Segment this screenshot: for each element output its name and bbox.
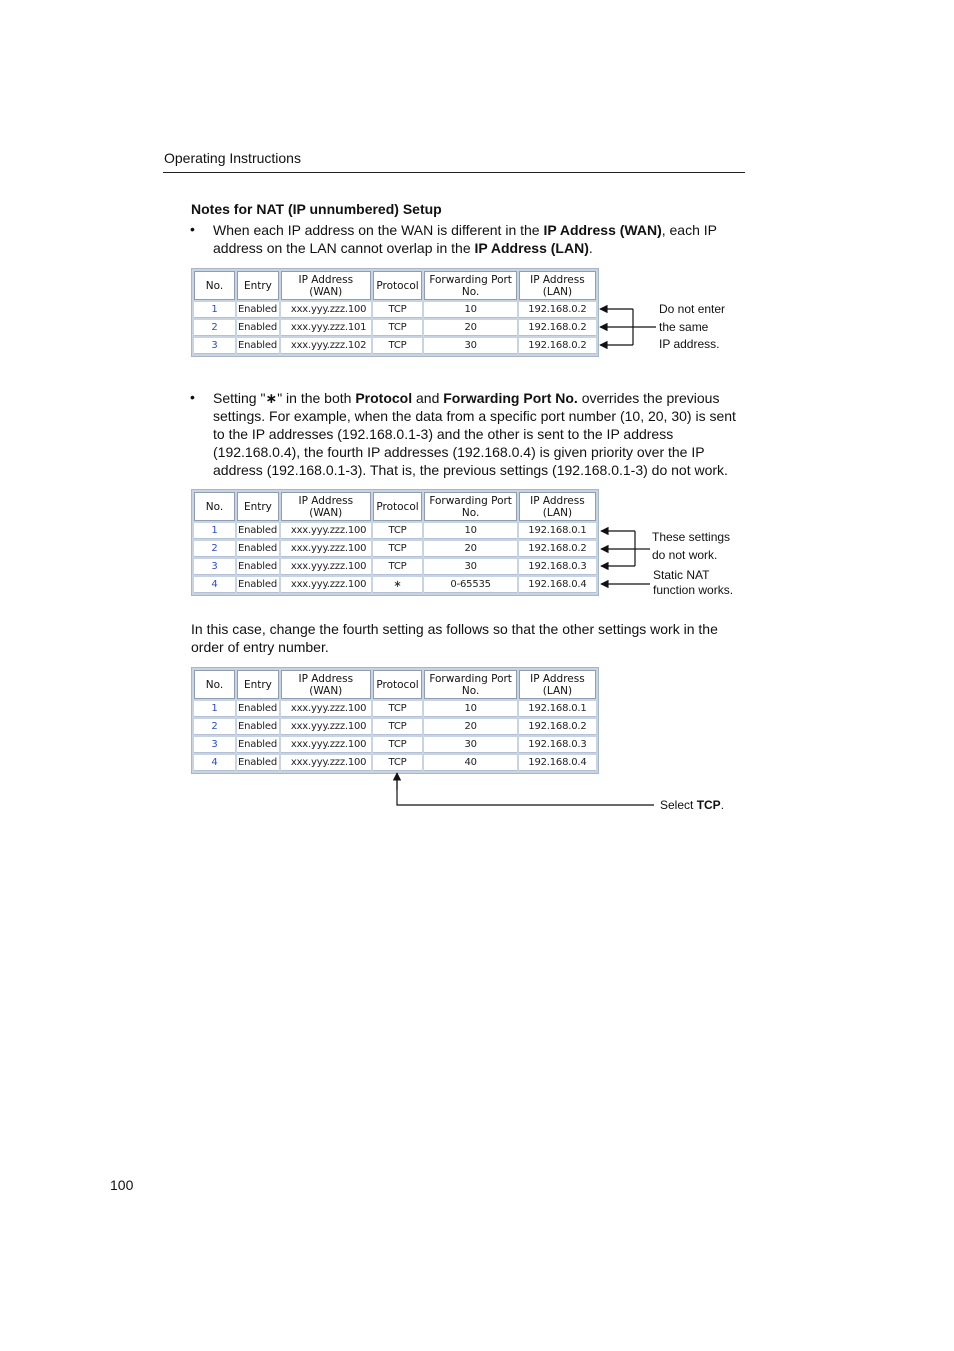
cell-forwarding-port: 30 [424, 559, 516, 575]
header-ip-wan: IP Address (WAN) [281, 271, 371, 300]
cell-no[interactable]: 1 [194, 302, 235, 318]
cell-ip-lan: 192.168.0.2 [519, 338, 596, 354]
header-protocol: Protocol [373, 271, 423, 300]
cell-no[interactable]: 2 [194, 541, 235, 557]
header-protocol: Protocol [373, 670, 423, 699]
change-paragraph: In this case, change the fourth setting as follows so that the other settings work in the order of entry number. [191, 621, 718, 655]
cell-forwarding-port: 20 [424, 541, 516, 557]
cell-ip-lan: 192.168.0.4 [519, 577, 596, 593]
cell-ip-wan: xxx.yyy.zzz.100 [281, 737, 371, 753]
cell-ip-wan: xxx.yyy.zzz.100 [281, 541, 371, 557]
cell-forwarding-port: 10 [424, 302, 516, 318]
note-select-tcp: Select TCP. [660, 798, 725, 812]
cell-forwarding-port: 30 [424, 338, 516, 354]
cell-ip-wan: xxx.yyy.zzz.102 [281, 338, 371, 354]
cell-no[interactable]: 3 [194, 338, 235, 354]
cell-entry: Enabled [237, 737, 279, 753]
header-no: No. [194, 492, 235, 521]
cell-forwarding-port: 20 [424, 719, 516, 735]
cell-protocol: TCP [373, 737, 423, 753]
header-ip-wan: IP Address (WAN) [281, 670, 371, 699]
cell-ip-wan: xxx.yyy.zzz.101 [281, 320, 371, 336]
cell-ip-lan: 192.168.0.1 [519, 523, 596, 539]
cell-no[interactable]: 1 [194, 701, 235, 717]
cell-protocol: TCP [373, 541, 423, 557]
cell-ip-lan: 192.168.0.2 [519, 541, 596, 557]
bullet-text-2: Setting "∗" in the both Protocol and Forwarding Port No. overrides the previous settings. For example, when the data from a specific port number (10, 20, 30) is sent to the IP addresses (192.168.0.1-3) and the other is sent to the IP address (192.168.0.4), the fourth IP addresses (192.168.0.4) is given priority over the IP address (192.168.0.1-3). That is, the previous settings (192.168.0.1-3) do not work. [213, 390, 736, 478]
cell-no[interactable]: 2 [194, 320, 235, 336]
header-ip-lan: IP Address (LAN) [519, 670, 596, 699]
cell-entry: Enabled [237, 320, 279, 336]
cell-protocol: TCP [373, 523, 423, 539]
cell-no[interactable]: 3 [194, 559, 235, 575]
cell-no[interactable]: 3 [194, 737, 235, 753]
bullet-text-1: When each IP address on the WAN is different in the IP Address (WAN), each IP address on the LAN cannot overlap in the IP Address (LAN). [213, 222, 717, 256]
cell-protocol: TCP [373, 719, 423, 735]
cell-no[interactable]: 1 [194, 523, 235, 539]
cell-protocol: TCP [373, 559, 423, 575]
header-protocol: Protocol [373, 492, 423, 521]
cell-forwarding-port: 30 [424, 737, 516, 753]
cell-ip-wan: xxx.yyy.zzz.100 [281, 559, 371, 575]
cell-ip-lan: 192.168.0.3 [519, 559, 596, 575]
header-entry: Entry [237, 670, 279, 699]
cell-protocol: TCP [373, 755, 423, 771]
cell-protocol: TCP [373, 302, 423, 318]
cell-protocol: TCP [373, 701, 423, 717]
header-forwarding-port: Forwarding Port No. [424, 670, 516, 699]
bullet-symbol: • [190, 389, 195, 405]
running-header: Operating Instructions [164, 150, 301, 166]
cell-entry: Enabled [237, 577, 279, 593]
header-no: No. [194, 271, 235, 300]
header-ip-wan: IP Address (WAN) [281, 492, 371, 521]
note-not-work: These settings do not work. [652, 530, 731, 562]
cell-ip-lan: 192.168.0.2 [519, 302, 596, 318]
cell-ip-wan: xxx.yyy.zzz.100 [281, 577, 371, 593]
header-ip-lan: IP Address (LAN) [519, 271, 596, 300]
header-entry: Entry [237, 492, 279, 521]
cell-no[interactable]: 4 [194, 577, 235, 593]
cell-entry: Enabled [237, 755, 279, 771]
cell-entry: Enabled [237, 541, 279, 557]
cell-ip-wan: xxx.yyy.zzz.100 [281, 719, 371, 735]
cell-ip-wan: xxx.yyy.zzz.100 [281, 701, 371, 717]
bullet-symbol: • [190, 221, 195, 237]
note-same-ip: Do not enter the same IP address. [659, 302, 726, 351]
cell-protocol: TCP [373, 338, 423, 354]
cell-entry: Enabled [237, 701, 279, 717]
cell-entry: Enabled [237, 719, 279, 735]
cell-entry: Enabled [237, 559, 279, 575]
cell-forwarding-port: 40 [424, 755, 516, 771]
cell-forwarding-port: 20 [424, 320, 516, 336]
cell-entry: Enabled [237, 302, 279, 318]
cell-ip-lan: 192.168.0.3 [519, 737, 596, 753]
section-heading: Notes for NAT (IP unnumbered) Setup [191, 201, 442, 217]
cell-forwarding-port: 10 [424, 701, 516, 717]
header-ip-lan: IP Address (LAN) [519, 492, 596, 521]
cell-protocol: TCP [373, 320, 423, 336]
cell-ip-lan: 192.168.0.2 [519, 320, 596, 336]
cell-no[interactable]: 2 [194, 719, 235, 735]
cell-ip-lan: 192.168.0.2 [519, 719, 596, 735]
cell-entry: Enabled [237, 523, 279, 539]
note-static-nat: Static NAT function works. [653, 568, 734, 597]
header-no: No. [194, 670, 235, 699]
cell-forwarding-port: 10 [424, 523, 516, 539]
cell-entry: Enabled [237, 338, 279, 354]
header-forwarding-port: Forwarding Port No. [424, 271, 516, 300]
header-forwarding-port: Forwarding Port No. [424, 492, 516, 521]
cell-no[interactable]: 4 [194, 755, 235, 771]
cell-ip-lan: 192.168.0.4 [519, 755, 596, 771]
header-entry: Entry [237, 271, 279, 300]
page-number: 100 [110, 1177, 134, 1193]
cell-protocol: ∗ [373, 577, 423, 593]
cell-ip-wan: xxx.yyy.zzz.100 [281, 302, 371, 318]
cell-ip-wan: xxx.yyy.zzz.100 [281, 755, 371, 771]
cell-ip-wan: xxx.yyy.zzz.100 [281, 523, 371, 539]
cell-ip-lan: 192.168.0.1 [519, 701, 596, 717]
cell-forwarding-port: 0-65535 [424, 577, 516, 593]
